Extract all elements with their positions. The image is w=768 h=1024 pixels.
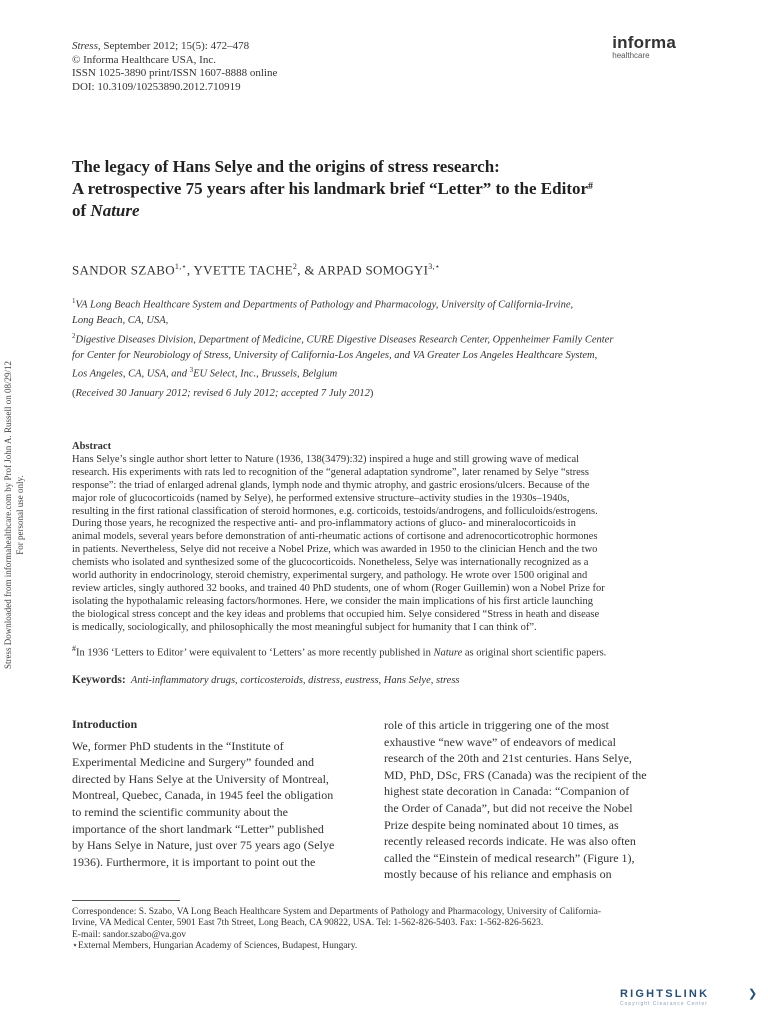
affiliation-2-cont: for Center for Neurobiology of Stress, University of California-Los Angeles, and VA Greater Los Angeles Healthcare System, — [72, 349, 598, 361]
abstract-line: review articles, singly authored 32 books, and trained 40 PhD students, one of whom (Roger Guillemin) won a Nobel Prize for — [72, 582, 605, 594]
author-2-sup: 2 — [292, 262, 298, 271]
intro-right-text — [384, 717, 676, 883]
abstract-line: is medically, sociologically, and philosophically the most meaningful subject for humanity that I can think of”. — [72, 621, 537, 633]
abstract-line: world authority in endocrinology, steroid chemistry, experimental surgery, and pathology. He wrote over 1500 original and — [72, 570, 588, 582]
keywords-value: Anti-inflammatory drugs, corticosteroids, distress, eustress, Hans Selye, stress — [130, 675, 460, 686]
intro-left-line: directed by Hans Selye at the University of Montreal, — [72, 771, 329, 786]
affiliation-1-cont: Long Beach, CA, USA, — [72, 315, 169, 326]
affiliation-1 — [72, 294, 682, 313]
title-line-3-prefix: of — [72, 201, 91, 220]
intro-right-line: MD, PhD, DSc, FRS (Canada) was the recipient of the — [384, 767, 647, 782]
author-list — [72, 262, 440, 278]
intro-left-column — [72, 716, 364, 870]
publisher-brand: informa — [612, 33, 676, 52]
abstract-line: During those years, he recognized the respective anti- and pro-inflammatory actions of gluco- and mineralocorticoids in — [72, 518, 576, 530]
rightslink-text: RIGHTSLINK — [620, 988, 710, 1000]
abstract-line: isolating the hypothalamic releasing factors/hormones. Here, we consider the main implications of his first article launching — [72, 595, 594, 607]
abstract-line: research. His experiments with rats led to recognition of the “general adaptation syndrome”, later renamed by Selye “stress — [72, 466, 589, 478]
correspondence — [72, 907, 601, 952]
title-line-2-text: A retrospective 75 years after his landmark brief “Letter” to the Editor — [72, 179, 589, 198]
received-dates: (Received 30 January 2012; revised 6 July 2012; accepted 7 July 2012) — [72, 388, 374, 399]
affiliations — [72, 294, 682, 382]
copyright-line: © Informa Healthcare USA, Inc. — [72, 53, 216, 66]
intro-left-line: by Hans Selye in Nature, just over 75 years ago (Selye — [72, 838, 335, 853]
affiliation-3-text: EU Select, Inc., Brussels, Belgium — [193, 368, 338, 380]
intro-left-line: to remind the scientific community about the — [72, 804, 288, 819]
footnote-divider — [72, 900, 180, 901]
author-3: , & ARPAD SOMOGYI — [297, 262, 429, 278]
author-1-sup: 1,⋆ — [174, 262, 187, 271]
rightslink-sub: Copyright Clearance Center — [620, 1001, 708, 1007]
intro-right-line: research of the 20th and 21st centuries. Hans Selye, — [384, 751, 632, 766]
intro-right-line: recently released records indicate. He was also often — [384, 834, 636, 849]
citation-issue-line — [72, 40, 277, 54]
keywords — [72, 674, 460, 686]
abstract-line: resulting in the first rational classification of steroid hormones, e.g. corticoids, testoids/androgens, and folliculoids/estrogens. — [72, 505, 598, 517]
intro-left-line: importance of the short landmark “Letter” published — [72, 821, 324, 836]
affiliation-3-sup: 3 — [189, 366, 194, 374]
title-footnote-mark: # — [588, 181, 594, 192]
journal-issue: , September 2012; 15(5): 472–478 — [97, 40, 250, 52]
intro-right-line: exhaustive “new wave” of endeavors of medical — [384, 734, 616, 749]
doi-line: DOI: 10.3109/10253890.2012.710919 — [72, 80, 241, 93]
keywords-label: Keywords: — [72, 674, 126, 686]
issn-line: ISSN 1025-3890 print/ISSN 1607-8888 online — [72, 67, 278, 79]
title-line-1: The legacy of Hans Selye and the origins of stress research: — [72, 157, 500, 176]
correspondence-line: Irvine, VA Medical Center, 5901 East 7th Street, Long Beach, CA 90822, USA. Tel: 1-562-826-5403. Fax: 1-562-826-5623. — [72, 918, 544, 929]
journal-name: Stress — [72, 40, 98, 52]
abstract-line: the biological stress concept and the key ideas and problems that occupied him. Selye considered “Stress in heath and disease — [72, 608, 600, 620]
affiliation-2-text: Digestive Diseases Division, Department of Medicine, CURE Digestive Diseases Research Center, Oppenheimer Family Center — [75, 334, 614, 345]
intro-left-line: Experimental Medicine and Surgery” founded and — [72, 755, 315, 770]
affiliation-3 — [72, 363, 682, 382]
received-dates-text: Received 30 January 2012; revised 6 July 2012; accepted 7 July 2012 — [75, 388, 370, 399]
download-watermark — [2, 330, 36, 700]
intro-left-line: 1936). Furthermore, it is important to point out the — [72, 854, 316, 869]
footnote-text-a: In 1936 ‘Letters to Editor’ were equivalent to ‘Letters’ as more recently published in — [76, 647, 434, 659]
abstract-line: chemists who isolated and synthesized some of the glucocorticoids. Nonetheless, Selye was internationally recognized as a — [72, 557, 589, 569]
abstract-line: in patients. Nevertheless, Selye did not receive a Nobel Prize, which was awarded in 1950 to the clinician Hench and the two — [72, 544, 598, 556]
abstract — [72, 441, 678, 635]
affiliation-1-sup: 1 — [72, 297, 76, 305]
intro-right-line: mostly because of his reliance and emphasis on — [384, 867, 612, 882]
intro-left-text — [72, 738, 364, 871]
correspondence-line: ⋆External Members, Hungarian Academy of Sciences, Budapest, Hungary. — [72, 940, 358, 951]
title-footnote — [72, 644, 606, 659]
correspondence-line: E-mail: sandor.szabo@va.gov — [72, 929, 187, 940]
footnote-journal: Nature — [433, 647, 463, 659]
publisher-sub: healthcare — [612, 51, 650, 60]
watermark-line-1: Stress Downloaded from informahealthcare.com by Prof John A. Russell on 08/29/12 — [3, 361, 13, 669]
correspondence-line: Correspondence: S. Szabo, VA Long Beach Healthcare System and Departments of Pathology and Pharmacology, University of California- — [72, 907, 602, 917]
author-3-sup: 3,⋆ — [428, 262, 441, 271]
affiliation-1-text: VA Long Beach Healthcare System and Departments of Pathology and Pharmacology, University of California-Irvine, — [75, 299, 574, 311]
abstract-body — [72, 454, 678, 635]
intro-left-line: Montreal, Quebec, Canada, in 1945 feel the obligation — [72, 788, 334, 803]
abstract-line: Hans Selye’s single author short letter to Nature (1936, 138(3479):32) inspired a huge and still growing wave of medical — [72, 453, 580, 465]
intro-right-line: Prize despite being nominated about 10 times, as — [384, 817, 619, 832]
title-line-3 — [72, 200, 692, 222]
article-title — [72, 156, 692, 222]
abstract-heading: Abstract — [72, 441, 112, 452]
footnote-text-b: as original short scientific papers. — [462, 647, 607, 659]
intro-right-line: highest state decoration in Canada: “Companion of — [384, 784, 630, 799]
affiliation-3-prefix: Los Angeles, CA, USA, and — [72, 368, 190, 380]
title-line-2 — [72, 178, 692, 200]
abstract-line: response”: the triad of enlarged adrenal glands, lymph node and thymic atrophy, and gastric erosions/ulcers. Because of the — [72, 479, 590, 491]
intro-heading: Introduction — [72, 717, 138, 731]
rightslink-arrow-icon: ❯ — [748, 988, 758, 1000]
author-2: , YVETTE TACHE — [186, 262, 293, 278]
affiliation-2 — [72, 329, 682, 348]
journal-citation — [72, 40, 277, 94]
author-1: SANDOR SZABO — [72, 262, 175, 278]
watermark-line-2: For personal use only. — [15, 475, 25, 555]
publisher-logo — [612, 34, 676, 60]
affiliation-2-sup: 2 — [72, 331, 76, 340]
intro-right-column — [384, 717, 676, 883]
rightslink-logo[interactable] — [620, 986, 760, 1008]
title-journal: Nature — [90, 201, 140, 220]
intro-left-line: We, former PhD students in the “Institute of — [72, 738, 284, 753]
abstract-line: animal models, several years before demonstration of anti-rheumatic actions of cortisone and adrenocorticotrophic hormones — [72, 531, 598, 543]
intro-right-line: role of this article in triggering one of the most — [384, 718, 609, 732]
footnote-mark: # — [72, 644, 76, 653]
intro-right-line: the Order of Canada”, but did not receive the Nobel — [384, 800, 633, 815]
abstract-line: major role of glucocorticoids (named by Selye), he performed extensive structure–activity studies in the 1930s–1940s, — [72, 492, 570, 504]
intro-right-line: called the “Einstein of medical research” (Figure 1), — [384, 850, 635, 865]
